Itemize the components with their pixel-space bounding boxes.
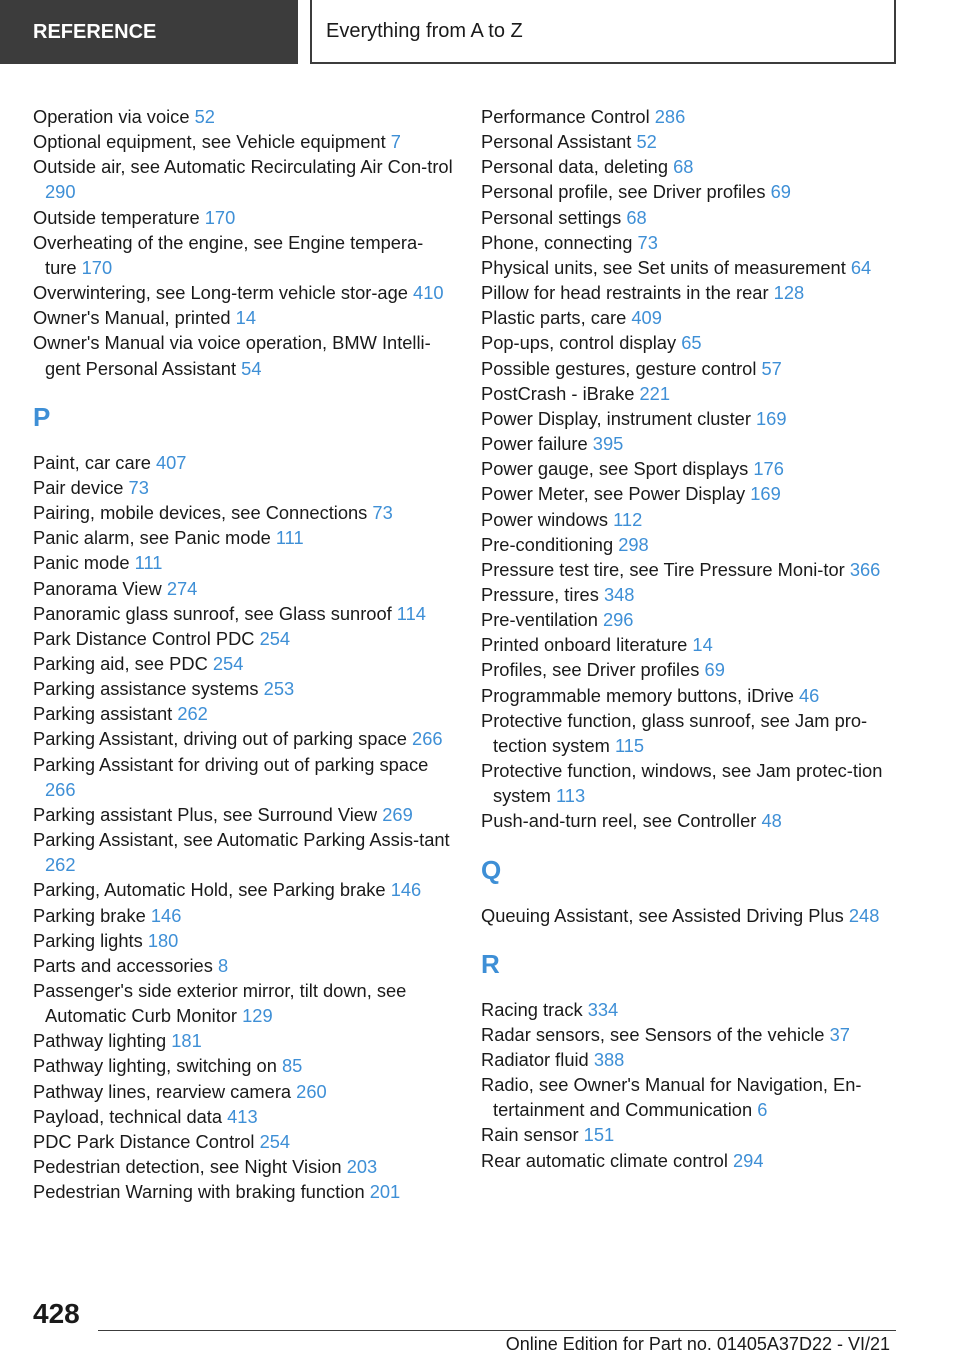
index-entry bbox=[33, 525, 453, 550]
index-entry-text: Protective function, glass sunroof, see Jam pro-tection system bbox=[481, 709, 868, 756]
index-entry-text: Protective function, windows, see Jam protec-tion system bbox=[481, 760, 883, 807]
index-letter-heading: P bbox=[33, 401, 51, 432]
index-entry-text: Power gauge, see Sport displays bbox=[481, 458, 749, 480]
index-entry-text: Pair device bbox=[33, 476, 124, 498]
index-entry bbox=[481, 305, 901, 330]
page-reference-link[interactable]: 395 bbox=[592, 433, 624, 455]
page-reference-link[interactable]: 7 bbox=[390, 131, 401, 153]
page-reference-link[interactable]: 407 bbox=[155, 451, 187, 473]
index-entry-text: Panoramic glass sunroof, see Glass sunroof bbox=[33, 602, 392, 624]
page-reference-link[interactable]: 169 bbox=[750, 483, 781, 505]
index-entry bbox=[481, 381, 901, 406]
index-entry bbox=[481, 632, 901, 657]
page-reference-link[interactable]: 146 bbox=[150, 904, 182, 926]
index-entry bbox=[33, 154, 453, 204]
index-entry-text: PostCrash - iBrake bbox=[481, 382, 635, 404]
page-reference-link[interactable]: 73 bbox=[372, 502, 393, 524]
page-reference-link[interactable]: 366 bbox=[849, 558, 881, 580]
index-entry bbox=[481, 532, 901, 557]
index-entry-text: Pathway lighting, switching on bbox=[33, 1055, 277, 1077]
page-reference-link[interactable]: 248 bbox=[848, 904, 880, 926]
page-reference-link[interactable]: 203 bbox=[346, 1156, 378, 1178]
index-entry bbox=[33, 1079, 453, 1104]
page-reference-link[interactable]: 69 bbox=[704, 659, 725, 681]
index-entry-text: Pressure, tires bbox=[481, 583, 599, 605]
index-entry-text: Profiles, see Driver profiles bbox=[481, 659, 700, 681]
index-entry bbox=[33, 701, 453, 726]
page-reference-link[interactable]: 37 bbox=[829, 1023, 850, 1045]
index-entry-text: Owner's Manual via voice operation, BMW Intelli-gent Personal Assistant bbox=[33, 332, 431, 379]
index-letter-heading: Q bbox=[481, 854, 502, 885]
index-entry-text: Personal settings bbox=[481, 206, 622, 228]
index-entry-text: Passenger's side exterior mirror, tilt down, see Automatic Curb Monitor bbox=[33, 980, 407, 1027]
footer-divider bbox=[98, 1330, 896, 1331]
index-entry bbox=[481, 406, 901, 431]
index-entry-text: PDC Park Distance Control bbox=[33, 1130, 255, 1152]
index-entry-text: Parking lights bbox=[33, 929, 143, 951]
page-reference-link[interactable]: 254 bbox=[212, 652, 244, 674]
index-entry bbox=[481, 683, 901, 708]
index-entry bbox=[33, 205, 453, 230]
page-reference-link[interactable]: 128 bbox=[773, 282, 805, 304]
index-entry bbox=[33, 802, 453, 827]
page-reference-link[interactable]: 114 bbox=[396, 602, 426, 624]
index-entry bbox=[481, 129, 901, 154]
index-entry-text: Pressure test tire, see Tire Pressure Moni-tor bbox=[481, 558, 845, 580]
index-entry-text: Radiator fluid bbox=[481, 1049, 589, 1070]
index-entry-text: Rear automatic climate control bbox=[481, 1149, 728, 1171]
page-reference-link[interactable]: 170 bbox=[204, 206, 236, 228]
index-entry-text: Programmable memory buttons, iDrive bbox=[481, 684, 794, 706]
page-reference-link[interactable]: 262 bbox=[177, 703, 208, 725]
index-entry bbox=[481, 179, 901, 204]
index-entry bbox=[481, 808, 901, 833]
index-entry bbox=[481, 356, 901, 381]
page-reference-link[interactable]: 129 bbox=[242, 1005, 273, 1027]
index-entry-text: Radio, see Owner's Manual for Navigation, En-tertainment and Communication bbox=[481, 1074, 862, 1121]
section-label: REFERENCE bbox=[33, 20, 157, 43]
page-reference-link[interactable]: 115 bbox=[614, 734, 645, 756]
index-column-right bbox=[481, 104, 901, 1173]
index-entry-text: Paint, car care bbox=[33, 451, 151, 473]
index-entry-text: Pathway lines, rearview camera bbox=[33, 1080, 292, 1102]
page-reference-link[interactable]: 112 bbox=[613, 508, 643, 530]
index-entry bbox=[33, 626, 453, 651]
index-entry bbox=[33, 305, 453, 330]
index-entry bbox=[481, 997, 901, 1022]
index-entry bbox=[33, 330, 453, 380]
page-reference-link[interactable]: 274 bbox=[166, 577, 198, 599]
page-reference-link[interactable]: 54 bbox=[241, 357, 262, 379]
page-reference-link[interactable]: 296 bbox=[602, 609, 634, 631]
page-reference-link[interactable]: 253 bbox=[263, 678, 295, 700]
index-entry-text: Queuing Assistant, see Assisted Driving Plus bbox=[481, 904, 844, 926]
index-entry bbox=[33, 1179, 453, 1204]
index-entry-text: Parking assistance systems bbox=[33, 678, 259, 700]
page-reference-link[interactable]: 169 bbox=[756, 407, 787, 429]
page-reference-link[interactable]: 409 bbox=[631, 307, 662, 329]
index-entry-text: Optional equipment, see Vehicle equipment bbox=[33, 131, 386, 153]
index-entry-text: Phone, connecting bbox=[481, 231, 633, 253]
page-reference-link[interactable]: 413 bbox=[227, 1105, 258, 1127]
index-entry-text: Outside temperature bbox=[33, 206, 200, 228]
index-entry bbox=[481, 154, 901, 179]
page-reference-link[interactable]: 262 bbox=[45, 854, 76, 876]
page-reference-link[interactable]: 85 bbox=[281, 1055, 303, 1077]
page-reference-link[interactable]: 57 bbox=[761, 357, 782, 379]
page-reference-link[interactable]: 111 bbox=[275, 527, 304, 549]
index-entry-text: Pathway lighting bbox=[33, 1030, 167, 1052]
index-entry-text: Power failure bbox=[481, 433, 588, 455]
index-entry-text: Pedestrian Warning with braking function bbox=[33, 1181, 365, 1203]
page-reference-link[interactable]: 269 bbox=[382, 803, 413, 825]
page-reference-link[interactable]: 48 bbox=[761, 810, 782, 832]
index-entry bbox=[33, 450, 453, 475]
index-entry bbox=[33, 978, 453, 1028]
index-entry bbox=[33, 280, 453, 305]
index-entry bbox=[33, 726, 453, 751]
page-reference-link[interactable]: 8 bbox=[217, 954, 229, 976]
page-reference-link[interactable]: 14 bbox=[692, 634, 713, 656]
page-reference-link[interactable]: 151 bbox=[583, 1124, 615, 1146]
page-reference-link[interactable]: 201 bbox=[369, 1181, 401, 1203]
index-entry bbox=[33, 928, 453, 953]
index-entry bbox=[33, 1104, 453, 1129]
page-reference-link[interactable]: 69 bbox=[770, 181, 791, 203]
index-entry bbox=[481, 230, 901, 255]
page-reference-link[interactable]: 46 bbox=[799, 684, 820, 706]
index-entry bbox=[481, 582, 901, 607]
index-entry bbox=[481, 1022, 901, 1047]
index-entry-text: Parking assistant Plus, see Surround View bbox=[33, 803, 378, 825]
index-entry bbox=[33, 601, 453, 626]
index-entry bbox=[481, 481, 901, 506]
index-entry-text: Physical units, see Set units of measurement bbox=[481, 256, 846, 278]
page-reference-link[interactable]: 348 bbox=[603, 583, 635, 605]
index-entry-text: Printed onboard literature bbox=[481, 634, 688, 656]
index-entry-text: Power windows bbox=[481, 508, 609, 530]
index-entry-text: Parking Assistant, driving out of parking space bbox=[33, 728, 407, 750]
index-entry-text: Parking, Automatic Hold, see Parking brake bbox=[33, 879, 386, 901]
index-entry bbox=[33, 676, 453, 701]
index-entry bbox=[481, 1047, 901, 1072]
index-entry-text: Overheating of the engine, see Engine tempera-ture bbox=[33, 231, 424, 278]
index-entry bbox=[481, 1122, 901, 1147]
index-entry-text: Push-and-turn reel, see Controller bbox=[481, 810, 757, 832]
index-entry bbox=[33, 903, 453, 928]
index-entry-text: Personal Assistant bbox=[481, 131, 632, 153]
page-reference-link[interactable]: 180 bbox=[147, 929, 179, 951]
index-entry-text: Pillow for head restraints in the rear bbox=[481, 282, 769, 304]
index-entry bbox=[33, 475, 453, 500]
index-entry-text: Outside air, see Automatic Recirculating Air Con-trol bbox=[33, 156, 453, 178]
index-entry-text: Payload, technical data bbox=[33, 1105, 223, 1127]
index-entry bbox=[481, 708, 901, 758]
index-entry bbox=[481, 280, 901, 305]
page-reference-link[interactable]: 221 bbox=[639, 382, 671, 404]
page-reference-link[interactable]: 68 bbox=[673, 156, 694, 178]
page-reference-link[interactable]: 68 bbox=[626, 206, 647, 228]
index-entry bbox=[481, 431, 901, 456]
index-entry-text: Panic mode bbox=[33, 552, 130, 574]
index-entry-text: Parking Assistant for driving out of parking space bbox=[33, 753, 429, 775]
index-entry bbox=[33, 752, 453, 802]
page-reference-link[interactable]: 266 bbox=[45, 778, 76, 800]
index-entry bbox=[481, 758, 901, 808]
index-entry bbox=[481, 657, 901, 682]
index-entry-text: Pedestrian detection, see Night Vision bbox=[33, 1156, 342, 1178]
page-reference-link[interactable]: 260 bbox=[296, 1080, 327, 1102]
index-entry-text: Rain sensor bbox=[481, 1124, 579, 1146]
index-entry bbox=[33, 1129, 453, 1154]
index-entry-text: Parking brake bbox=[33, 904, 146, 926]
index-entry-text: Parking Assistant, see Automatic Parking Assis-tant bbox=[33, 829, 450, 851]
page-reference-link[interactable]: 14 bbox=[235, 307, 257, 329]
page-reference-link[interactable]: 176 bbox=[753, 458, 784, 480]
page-reference-link[interactable]: 52 bbox=[194, 106, 215, 127]
page-reference-link[interactable]: 410 bbox=[413, 282, 444, 304]
page-reference-link[interactable]: 65 bbox=[681, 332, 702, 354]
index-entry bbox=[481, 330, 901, 355]
index-entry-text: Parking assistant bbox=[33, 703, 173, 725]
page-number: 428 bbox=[33, 1298, 80, 1329]
index-entry-text: Park Distance Control PDC bbox=[33, 627, 255, 649]
page-reference-link[interactable]: 170 bbox=[81, 256, 113, 278]
index-entry bbox=[33, 104, 453, 129]
page-reference-link[interactable]: 290 bbox=[45, 181, 76, 203]
index-entry-text: Power Meter, see Power Display bbox=[481, 483, 746, 505]
index-entry bbox=[481, 255, 901, 280]
index-entry bbox=[33, 1028, 453, 1053]
page-reference-link[interactable]: 266 bbox=[412, 728, 443, 750]
index-entry-text: Performance Control bbox=[481, 106, 650, 127]
page-reference-link[interactable]: 111 bbox=[134, 552, 163, 574]
page-reference-link[interactable]: 254 bbox=[259, 627, 291, 649]
index-entry bbox=[481, 1148, 901, 1173]
index-entry bbox=[33, 651, 453, 676]
index-entry-text: Personal profile, see Driver profiles bbox=[481, 181, 766, 203]
index-entry bbox=[33, 877, 453, 902]
index-entry bbox=[33, 1053, 453, 1078]
page-reference-link[interactable]: 334 bbox=[587, 998, 619, 1020]
page-reference-link[interactable]: 73 bbox=[128, 476, 149, 498]
index-entry bbox=[481, 1072, 901, 1122]
index-entry-text: Parking aid, see PDC bbox=[33, 652, 208, 674]
index-entry bbox=[481, 456, 901, 481]
page-reference-link[interactable]: 73 bbox=[637, 231, 658, 253]
index-entry-text: Parts and accessories bbox=[33, 954, 213, 976]
index-entry-text: Pairing, mobile devices, see Connections bbox=[33, 502, 368, 524]
section-title-box bbox=[310, 0, 896, 64]
footer-edition: Online Edition for Part no. 01405A37D22 - VI/21 bbox=[505, 1334, 890, 1354]
page-reference-link[interactable]: 64 bbox=[850, 256, 872, 278]
page-reference-link[interactable]: 113 bbox=[556, 785, 586, 807]
index-entry bbox=[33, 129, 453, 154]
index-entry bbox=[33, 230, 453, 280]
page-reference-link[interactable]: 52 bbox=[636, 131, 657, 153]
index-entry bbox=[481, 557, 901, 582]
index-entry-text: Operation via voice bbox=[33, 106, 190, 127]
index-entry-text: Personal data, deleting bbox=[481, 156, 669, 178]
index-entry-text: Radar sensors, see Sensors of the vehicle bbox=[481, 1023, 825, 1045]
index-entry-text: Power Display, instrument cluster bbox=[481, 407, 751, 429]
index-entry-text: Pop-ups, control display bbox=[481, 332, 677, 354]
index-entry bbox=[33, 953, 453, 978]
index-entry-text: Plastic parts, care bbox=[481, 307, 627, 329]
index-entry bbox=[481, 903, 901, 928]
page-reference-link[interactable]: 6 bbox=[757, 1099, 768, 1121]
page-reference-link[interactable]: 181 bbox=[171, 1030, 202, 1052]
index-entry bbox=[481, 205, 901, 230]
index-column-left bbox=[33, 104, 453, 1204]
index-entry-text: Pre-ventilation bbox=[481, 609, 598, 631]
page-reference-link[interactable]: 294 bbox=[733, 1149, 764, 1171]
index-entry-text: Panorama View bbox=[33, 577, 162, 599]
section-title: Everything from A to Z bbox=[326, 19, 523, 42]
page-reference-link[interactable]: 286 bbox=[654, 106, 686, 127]
index-entry-text: Possible gestures, gesture control bbox=[481, 357, 757, 379]
index-entry-text: Owner's Manual, printed bbox=[33, 307, 231, 329]
index-entry bbox=[33, 1154, 453, 1179]
index-letter-heading: R bbox=[481, 948, 500, 979]
index-entry-text: Panic alarm, see Panic mode bbox=[33, 527, 271, 549]
index-entry bbox=[33, 550, 453, 575]
index-entry bbox=[33, 576, 453, 601]
section-tab bbox=[0, 0, 298, 64]
index-entry-text: Racing track bbox=[481, 998, 583, 1020]
index-entry-text: Overwintering, see Long-term vehicle stor-age bbox=[33, 282, 408, 304]
index-entry bbox=[33, 827, 453, 877]
page-reference-link[interactable]: 388 bbox=[593, 1049, 625, 1070]
index-entry bbox=[33, 500, 453, 525]
index-entry-text: Pre-conditioning bbox=[481, 533, 614, 555]
page-reference-link[interactable]: 254 bbox=[259, 1130, 291, 1152]
page-reference-link[interactable]: 298 bbox=[618, 533, 649, 555]
index-entry bbox=[481, 607, 901, 632]
index-entry bbox=[481, 507, 901, 532]
page-reference-link[interactable]: 146 bbox=[390, 879, 422, 901]
index-entry bbox=[481, 104, 901, 129]
